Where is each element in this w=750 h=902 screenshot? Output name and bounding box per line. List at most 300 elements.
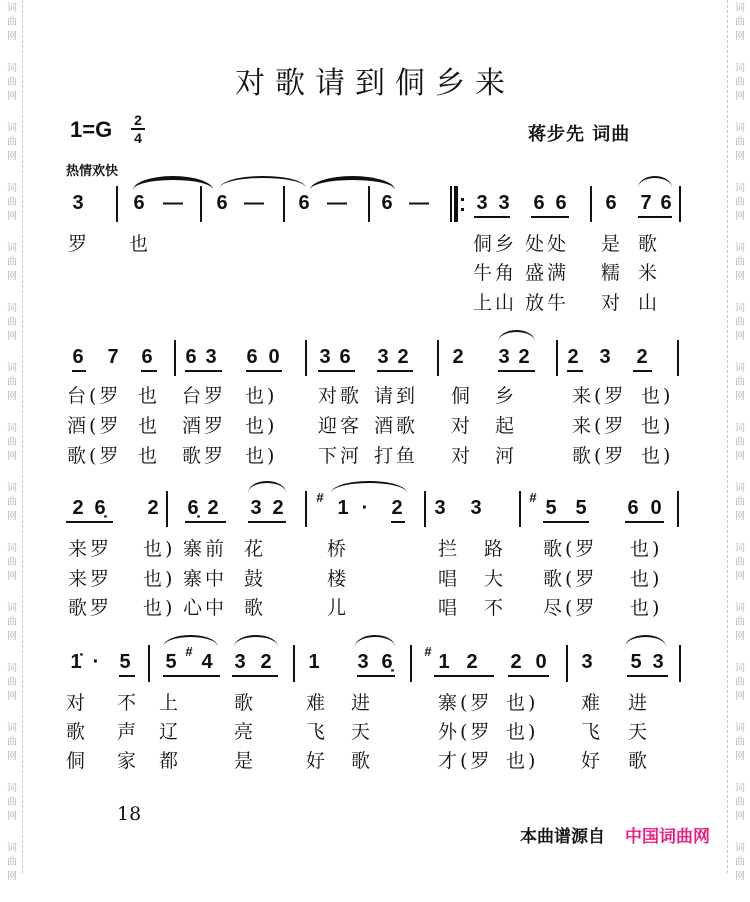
slur [234, 635, 278, 647]
underline-beam [66, 521, 113, 523]
watermark-char: 曲 [735, 437, 745, 448]
note: 6̣ [381, 651, 393, 673]
lyric-word: 进 [628, 692, 651, 714]
watermark-char: 网 [735, 211, 745, 222]
underline-beam [498, 370, 535, 372]
watermark-char: 曲 [735, 377, 745, 388]
lyric-word: 花 [244, 538, 267, 560]
lyric-word: 来(罗 [572, 385, 627, 407]
underline-beam [377, 370, 413, 372]
lyric-word: 楼 [327, 568, 350, 590]
lyric-word: 也) [143, 538, 176, 560]
underline-beam [627, 675, 668, 677]
lyric-word: 天 [351, 721, 374, 743]
lyric-word: 家 [117, 750, 140, 772]
note: 6 [141, 346, 153, 368]
watermark-char: 网 [735, 391, 745, 402]
lyric-word: 迎客 [318, 415, 363, 437]
note: 6 [72, 346, 84, 368]
watermark-char: 网 [7, 571, 17, 582]
lyric-word: 歌(罗 [67, 445, 122, 467]
lyric-word: 歌罗 [182, 445, 227, 467]
tempo-marking: 热情欢快 [66, 164, 119, 179]
lyric-word: 也 [138, 385, 161, 407]
watermark-char: 曲 [7, 557, 17, 568]
watermark-char: 词 [7, 63, 17, 74]
note: 6 [381, 192, 393, 214]
lyric-word: 罗 [68, 233, 91, 255]
watermark-char: 词 [735, 123, 745, 134]
lyric-word: 山 [638, 292, 661, 314]
lyric-word: 桥 [327, 538, 350, 560]
note: 2 [636, 346, 648, 368]
lyric-word: 对歌 [318, 385, 363, 407]
note: 6 [216, 192, 228, 214]
lyric-word: 声 [117, 721, 140, 743]
note: 5 [575, 497, 587, 519]
lyric-word: 歌 [66, 721, 89, 743]
watermark-char: 曲 [7, 377, 17, 388]
lyric-word: 歌 [628, 750, 651, 772]
watermark-char: 曲 [7, 257, 17, 268]
note: 2 [260, 651, 272, 673]
note: 2 [272, 497, 284, 519]
underline-beam [357, 675, 395, 677]
repeat-start-sign [450, 186, 464, 222]
watermark-char: 曲 [7, 677, 17, 688]
watermark-char: 网 [7, 871, 17, 882]
underline-beam [119, 675, 135, 677]
song-title: 对歌请到侗乡来 [235, 66, 515, 101]
dash-sustain: — [327, 192, 347, 214]
watermark-char: 网 [735, 271, 745, 282]
source-credit [520, 822, 710, 847]
lyric-word: 侗 [66, 750, 89, 772]
bar-line [556, 340, 558, 376]
watermark-char: 曲 [735, 557, 745, 568]
watermark-char: 曲 [735, 617, 745, 628]
lyric-word: 上山 [473, 292, 518, 314]
lyric-word: 河 [495, 445, 518, 467]
watermark-char: 曲 [735, 137, 745, 148]
time-signature-bottom: 4 [134, 130, 142, 146]
note: 6 [660, 192, 672, 214]
underline-beam [543, 521, 589, 523]
underline-beam [246, 370, 282, 372]
watermark-char: 网 [735, 871, 745, 882]
lyric-word: 酒歌 [374, 415, 419, 437]
note: 0 [650, 497, 662, 519]
lyric-word: 儿 [327, 597, 350, 619]
watermark-char: 词 [7, 123, 17, 134]
lyric-word: 歌 [244, 597, 267, 619]
dash-sustain: — [163, 192, 183, 214]
lyric-word: 唱 [438, 597, 461, 619]
augmentation-dot: · [92, 651, 100, 673]
watermark-char: 网 [735, 751, 745, 762]
lyric-word: 路 [484, 538, 507, 560]
watermark-char: 曲 [7, 197, 17, 208]
note: 1̇ [70, 651, 82, 673]
underline-beam [531, 216, 569, 218]
lyric-word: 飞 [581, 721, 604, 743]
underline-beam [232, 675, 278, 677]
watermark-char: 网 [7, 31, 17, 42]
watermark-char: 网 [735, 151, 745, 162]
lyric-word: 歌(罗 [543, 568, 598, 590]
bar-line [368, 186, 370, 222]
slur [133, 176, 213, 190]
lyric-word: 盛满 [525, 262, 570, 284]
lyric-word: 台罗 [182, 385, 227, 407]
watermark-char: 曲 [735, 857, 745, 868]
watermark-char: 网 [7, 631, 17, 642]
lyric-word: 寨(罗 [438, 692, 493, 714]
underline-beam [391, 521, 405, 523]
note: 6 [246, 346, 258, 368]
lyric-word: 寨前 [183, 538, 228, 560]
note: 6̣ [94, 497, 106, 519]
note: 6 [605, 192, 617, 214]
bar-line [519, 491, 521, 527]
watermark-char: 词 [7, 183, 17, 194]
note: 3 [72, 192, 84, 214]
bar-line [590, 186, 592, 222]
slur [220, 176, 306, 188]
watermark-char: 曲 [735, 17, 745, 28]
lyric-word: 寨中 [183, 568, 228, 590]
lyric-word: 也) [630, 568, 663, 590]
watermark-char: 曲 [735, 77, 745, 88]
note: 2 [207, 497, 219, 519]
note: 2 [72, 497, 84, 519]
watermark-char: 网 [735, 451, 745, 462]
lyric-word: 酒(罗 [67, 415, 122, 437]
lyric-word: 拦 [438, 538, 461, 560]
note: 6 [627, 497, 639, 519]
note: 2 [567, 346, 579, 368]
lyric-word: 对 [451, 415, 474, 437]
watermark-char: 词 [7, 363, 17, 374]
lyric-word: 好 [306, 750, 329, 772]
lyric-word: 对 [601, 292, 624, 314]
lyric-word: 不 [484, 597, 507, 619]
underline-beam [185, 521, 226, 523]
note: 2 [466, 651, 478, 673]
watermark-char: 网 [7, 331, 17, 342]
note: 6̣ [187, 497, 199, 519]
left-margin-dashed-line [22, 0, 23, 873]
bar-line [200, 186, 202, 222]
lyric-word: 也) [245, 445, 278, 467]
lyric-word: 侗乡 [473, 233, 518, 255]
note: 3 [470, 497, 482, 519]
watermark-char: 网 [7, 151, 17, 162]
lyric-word: 乡 [495, 385, 518, 407]
watermark-char: 曲 [735, 677, 745, 688]
watermark-char: 曲 [7, 737, 17, 748]
note: 5 [165, 651, 177, 673]
sharp-sign: # [529, 490, 537, 505]
lyric-word: 对 [66, 692, 89, 714]
underline-beam [163, 675, 220, 677]
sharp-sign: # [424, 644, 432, 659]
key-signature: 1=G [70, 117, 113, 142]
bar-line [293, 645, 295, 682]
page-number: 18 [117, 803, 142, 825]
note: 1 [438, 651, 450, 673]
lyric-word: 也 [129, 233, 152, 255]
lyric-word: 歌罗 [68, 597, 113, 619]
lyric-word: 来(罗 [572, 415, 627, 437]
note: 6 [133, 192, 145, 214]
time-signature [131, 113, 145, 145]
note: 2 [397, 346, 409, 368]
note: 2 [510, 651, 522, 673]
note: 3 [234, 651, 246, 673]
lyric-word: 是 [234, 750, 257, 772]
lyric-word: 也) [506, 692, 539, 714]
slur [248, 481, 286, 493]
watermark-char: 网 [735, 631, 745, 642]
lyric-word: 起 [495, 415, 518, 437]
note: 3 [250, 497, 262, 519]
lyric-word: 处处 [525, 233, 570, 255]
note: 6 [339, 346, 351, 368]
watermark-char: 词 [7, 3, 17, 14]
lyric-word: 难 [306, 692, 329, 714]
bar-line [424, 491, 426, 527]
underline-beam [248, 521, 286, 523]
watermark-char: 词 [735, 843, 745, 854]
watermark-char: 网 [735, 31, 745, 42]
watermark-char: 词 [7, 723, 17, 734]
sharp-sign: # [316, 490, 324, 505]
lyric-word: 飞 [306, 721, 329, 743]
watermark-char: 曲 [735, 197, 745, 208]
lyric-word: 请到 [374, 385, 419, 407]
watermark-char: 网 [7, 451, 17, 462]
watermark-char: 词 [735, 243, 745, 254]
watermark-char: 词 [7, 663, 17, 674]
bar-line [410, 645, 412, 682]
lyric-word: 放牛 [525, 292, 570, 314]
slur [163, 635, 218, 647]
lyric-word: 都 [159, 750, 182, 772]
lyric-word: 是 [601, 233, 624, 255]
watermark-char: 曲 [7, 317, 17, 328]
lyric-word: 大 [484, 568, 507, 590]
watermark-char: 曲 [7, 497, 17, 508]
note: 0 [268, 346, 280, 368]
bar-line [305, 491, 307, 527]
bar-line [679, 645, 681, 682]
slur [331, 481, 407, 493]
lyric-word: 打鱼 [374, 445, 419, 467]
watermark-char: 曲 [735, 737, 745, 748]
watermark-char: 曲 [7, 17, 17, 28]
underline-beam [185, 370, 222, 372]
watermark-char: 网 [7, 391, 17, 402]
lyric-word: 来罗 [68, 538, 113, 560]
lyric-word: 天 [628, 721, 651, 743]
bar-line [283, 186, 285, 222]
lyric-word: 歌(罗 [572, 445, 627, 467]
time-signature-top: 2 [134, 112, 142, 128]
watermark-char: 词 [7, 783, 17, 794]
lyric-word: 酒罗 [182, 415, 227, 437]
watermark-char: 曲 [7, 857, 17, 868]
lyric-word: 牛角 [473, 262, 518, 284]
watermark-char: 词 [735, 363, 745, 374]
watermark-char: 词 [735, 63, 745, 74]
lyric-word: 也) [641, 415, 674, 437]
bar-line [174, 340, 176, 376]
watermark-char: 曲 [7, 797, 17, 808]
lyric-word: 也) [641, 445, 674, 467]
watermark-char: 词 [735, 423, 745, 434]
watermark-char: 词 [7, 843, 17, 854]
watermark-char: 网 [735, 811, 745, 822]
lyric-word: 侗 [451, 385, 474, 407]
note: 2 [518, 346, 530, 368]
note: 3 [498, 192, 510, 214]
lyric-word: 难 [581, 692, 604, 714]
watermark-char: 网 [7, 751, 17, 762]
watermark-char: 网 [7, 811, 17, 822]
note: 0 [535, 651, 547, 673]
note: 3 [357, 651, 369, 673]
lyric-word: 不 [117, 692, 140, 714]
augmentation-dot: · [361, 497, 369, 519]
watermark-char: 词 [735, 603, 745, 614]
lyric-word: 也) [506, 721, 539, 743]
lyric-word: 外(罗 [438, 721, 493, 743]
source-site-link[interactable]: 中国词曲网 [625, 827, 710, 847]
note: 3 [581, 651, 593, 673]
watermark-char: 词 [735, 663, 745, 674]
watermark-char: 网 [735, 91, 745, 102]
lyric-word: 也) [245, 385, 278, 407]
note: 6 [298, 192, 310, 214]
watermark-char: 网 [7, 211, 17, 222]
watermark-left [5, 2, 19, 902]
watermark-char: 网 [735, 571, 745, 582]
lyric-word: 也) [143, 568, 176, 590]
lyric-word: 歌 [234, 692, 257, 714]
watermark-char: 词 [735, 3, 745, 14]
lyric-word: 才(罗 [438, 750, 493, 772]
lyric-word: 糯 [601, 262, 624, 284]
lyric-word: 唱 [438, 568, 461, 590]
watermark-char: 网 [735, 511, 745, 522]
note: 1 [337, 497, 349, 519]
bar-line [148, 645, 150, 682]
lyric-word: 对 [451, 445, 474, 467]
note: 7 [107, 346, 119, 368]
underline-beam [72, 370, 86, 372]
note: 3 [476, 192, 488, 214]
note: 3 [498, 346, 510, 368]
lyric-word: 也) [506, 750, 539, 772]
lyric-word: 歌(罗 [543, 538, 598, 560]
note: 2 [391, 497, 403, 519]
watermark-char: 词 [7, 243, 17, 254]
slur [355, 635, 395, 647]
note: 6 [533, 192, 545, 214]
watermark-char: 网 [7, 91, 17, 102]
watermark-char: 词 [7, 543, 17, 554]
watermark-right [733, 2, 747, 902]
watermark-char: 网 [735, 331, 745, 342]
lyric-word: 歌 [351, 750, 374, 772]
note: 5 [119, 651, 131, 673]
lyric-word: 也) [630, 538, 663, 560]
lyric-word: 亮 [234, 721, 257, 743]
note: 3 [434, 497, 446, 519]
lyric-word: 也) [630, 597, 663, 619]
note: 6 [185, 346, 197, 368]
note: 5 [630, 651, 642, 673]
bar-line [679, 186, 681, 222]
slur [638, 176, 672, 188]
watermark-char: 词 [7, 603, 17, 614]
bar-line [677, 491, 679, 527]
slur [310, 176, 395, 190]
lyric-word: 进 [351, 692, 374, 714]
note: 4 [201, 651, 213, 673]
bar-line [566, 645, 568, 682]
underline-beam [508, 675, 549, 677]
note: 3 [377, 346, 389, 368]
watermark-char: 词 [7, 303, 17, 314]
watermark-char: 曲 [7, 437, 17, 448]
note: 5 [545, 497, 557, 519]
note: 2 [452, 346, 464, 368]
note: 6 [555, 192, 567, 214]
lyric-word: 也 [138, 415, 161, 437]
lyric-word: 尽(罗 [543, 597, 598, 619]
watermark-char: 曲 [735, 317, 745, 328]
lyric-word: 也) [245, 415, 278, 437]
lyric-word: 辽 [159, 721, 182, 743]
underline-beam [474, 216, 510, 218]
slur [625, 635, 666, 647]
lyric-word: 台(罗 [67, 385, 122, 407]
lyric-word: 也) [143, 597, 176, 619]
lyric-word: 来罗 [68, 568, 113, 590]
author-credit: 蒋步先 词曲 [528, 124, 631, 145]
underline-beam [633, 370, 652, 372]
watermark-char: 网 [7, 271, 17, 282]
underline-beam [434, 675, 494, 677]
lyric-word: 下河 [318, 445, 363, 467]
watermark-char: 词 [735, 783, 745, 794]
watermark-char: 词 [735, 543, 745, 554]
lyric-word: 也) [641, 385, 674, 407]
underline-beam [638, 216, 672, 218]
note: 3 [319, 346, 331, 368]
watermark-char: 词 [735, 183, 745, 194]
watermark-char: 词 [735, 723, 745, 734]
watermark-char: 曲 [735, 497, 745, 508]
note: 3 [599, 346, 611, 368]
source-label: 本曲谱源自 [520, 827, 605, 847]
right-margin-dashed-line [727, 0, 728, 873]
watermark-char: 网 [7, 511, 17, 522]
bar-line [166, 491, 168, 527]
watermark-char: 词 [7, 423, 17, 434]
